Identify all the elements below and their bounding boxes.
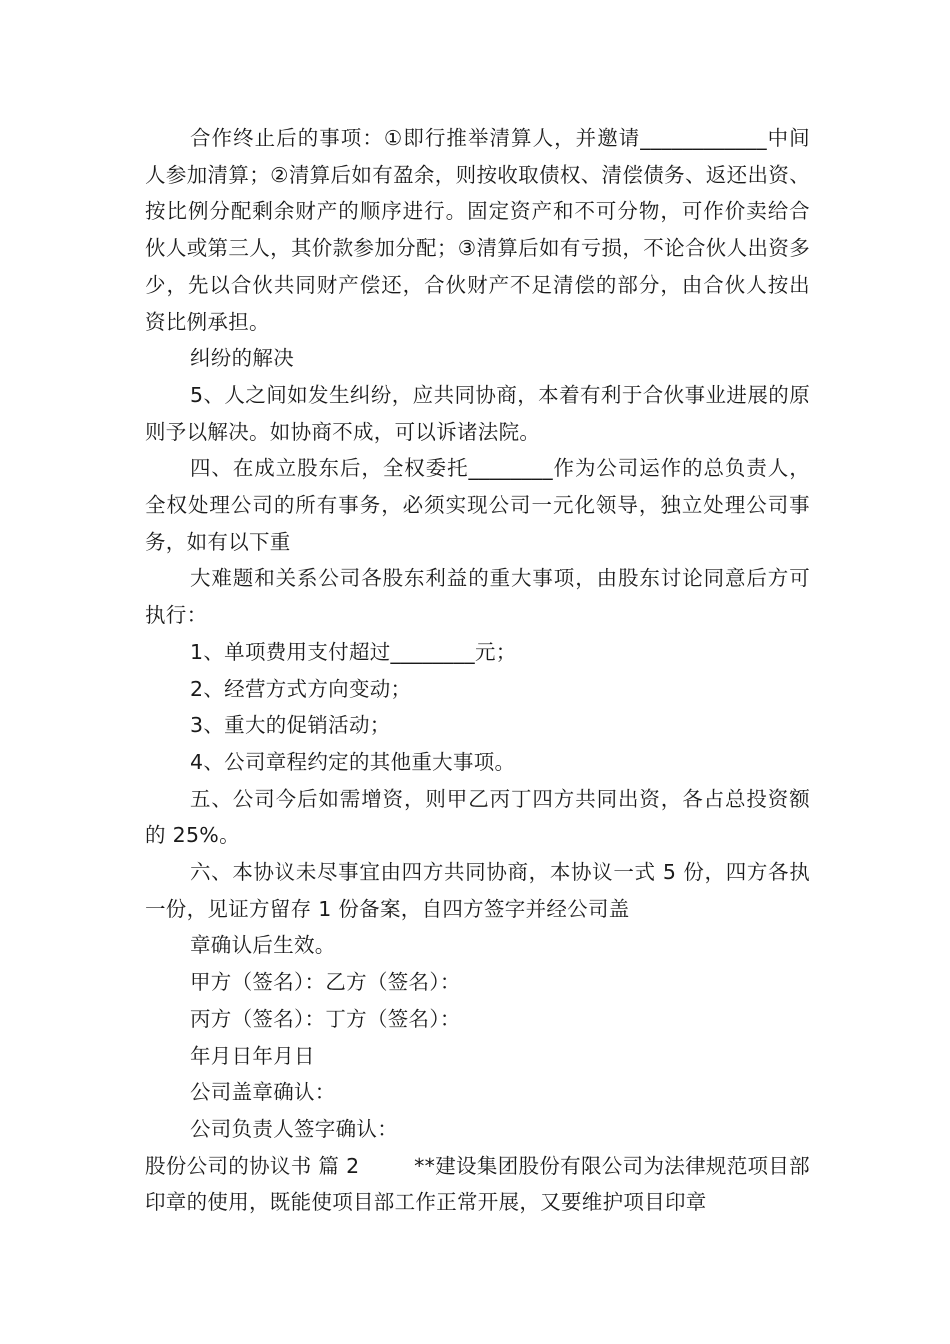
paragraph-clause-five: 五、公司今后如需增资，则甲乙丙丁四方共同出资，各占总投资额的 25%。 (145, 786, 810, 848)
list-item-expense-limit: 1、单项费用支付超过________元； (190, 639, 517, 664)
list-item-promotion: 3、重大的促销活动； (190, 713, 391, 738)
company-head-signature-line: 公司负责人签字确认： (190, 1116, 398, 1141)
date-line: 年月日年月日 (190, 1043, 315, 1068)
list-item-other-matters: 4、公司章程约定的其他重大事项。 (190, 749, 516, 774)
paragraph-dispute-resolution: 5、人之间如发生纠纷，应共同协商，本着有利于合伙事业进展的原则予以解决。如协商不成，可以诉诸法院。 (145, 382, 810, 444)
signature-line-party-c-d: 丙方（签名）：丁方（签名）： (190, 1006, 461, 1031)
document-body (145, 120, 810, 1221)
paragraph-section-two: 股份公司的协议书 篇 2 **建设集团股份有限公司为法律规范项目部印章的使用，既能使项目部工作正常开展，又要维护项目印章 (145, 1153, 810, 1215)
paragraph-clause-six-cont: 章确认后生效。 (190, 933, 336, 958)
company-seal-line: 公司盖章确认： (190, 1080, 336, 1105)
paragraph-clause-six: 六、本协议未尽事宜由四方共同协商，本协议一式 5 份，四方各执一份，见证方留存 1 份备案，自四方签字并经公司盖 (145, 860, 810, 921)
paragraph-liquidation: 合作终止后的事项：①即行推举清算人，并邀请____________中间人参加清算；②清算后如有盈余，则按收取债权、清偿债务、返还出资、按比例分配剩余财产的顺序进行。固定资产和不可分物，可作价卖给合伙人或第三人，其价款参加分配；③清算后如有亏损，不论合伙人出资多少，先以合伙共同财产偿还，合伙财产不足清偿的部分，由合伙人按出资比例承担。 (145, 126, 810, 334)
paragraph-clause-four-cont: 大难题和关系公司各股东利益的重大事项，由股东讨论同意后方可执行： (145, 566, 810, 628)
paragraph-clause-four: 四、在成立股东后，全权委托________作为公司运作的总负责人，全权处理公司的所有事务，必须实现公司一元化领导，独立处理公司事务，如有以下重 (145, 456, 810, 554)
paragraph-dispute-heading: 纠纷的解决 (190, 346, 294, 371)
signature-line-party-a-b: 甲方（签名）：乙方（签名）： (190, 970, 461, 995)
list-item-business-change: 2、经营方式方向变动； (190, 676, 412, 701)
